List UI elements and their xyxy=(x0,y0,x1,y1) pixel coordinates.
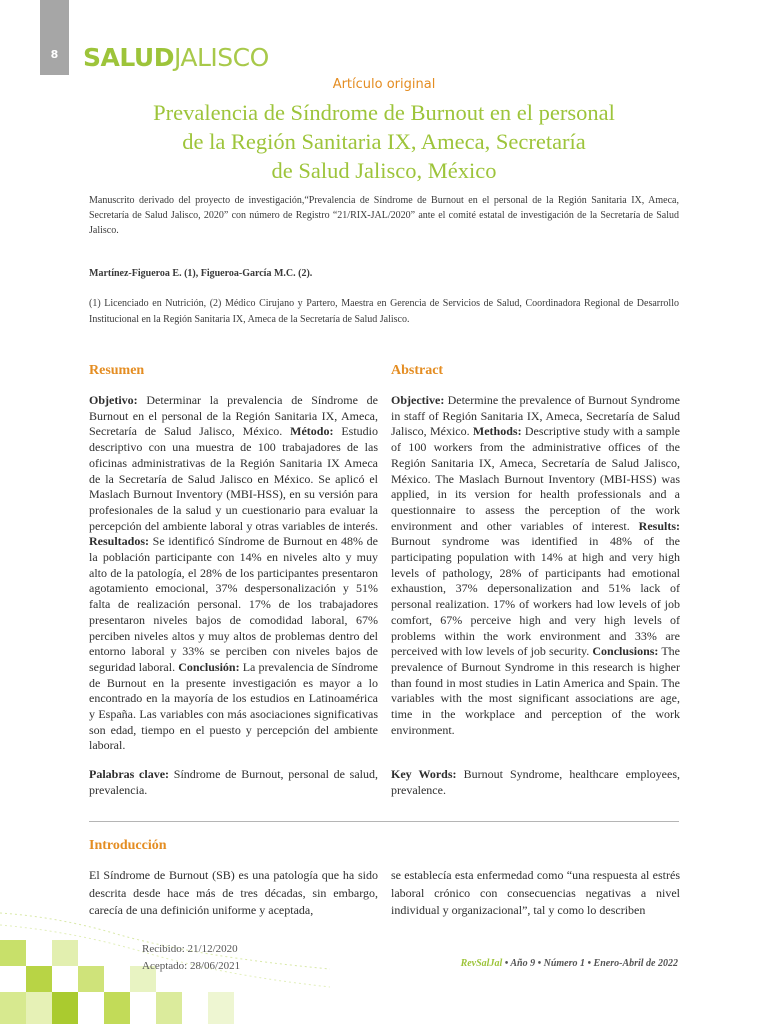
resumen-keywords xyxy=(89,767,378,798)
journal-footer xyxy=(461,958,678,969)
abstract-results: Burnout syndrome was identified in 48% of the participating population with 14% at high and very high levels of pathology, 28% of participants had emotional exhaustion, 37% depersonalization and 51% lack of personal realization. 17% of workers had low levels of job comfort, 67% perceive high and very high levels of problems within the work environment and 33% are perceived with low levels of job security. xyxy=(391,534,680,659)
logo-part-salud: SALUD xyxy=(83,43,174,72)
title-line: de la Región Sanitaria IX, Ameca, Secretaría xyxy=(182,129,586,154)
received-date: Recibido: 21/12/2020 xyxy=(142,943,238,955)
resumen-conclusion: La prevalencia de Síndrome de Burnout en la presente investigación es mayor a lo encontrado en la mayoría de los estudios en Latinoamérica y España. Las variables con más asociaciones significativas son edad, tiempo en el puesto y percepción del ambiente laboral. xyxy=(89,659,378,753)
accepted-date: Aceptado: 28/06/2021 xyxy=(142,960,241,972)
authors: Martínez-Figueroa E. (1), Figueroa-García M.C. (2). xyxy=(89,268,313,279)
affiliations: (1) Licenciado en Nutrición, (2) Médico Cirujano y Partero, Maestra en Gerencia de Servicios de Salud, Coordinadora Regional de Desarrollo Institucional en la Región Sanitaria IX, Ameca de la Secretaría de Salud Jalisco. xyxy=(89,298,679,325)
introduccion-right: se establecía esta enfermedad como “una respuesta al estrés laboral crónico con consecuencias negativas a nivel individual y organizacional”, tal y como lo describen xyxy=(391,868,680,917)
abstract-body xyxy=(391,393,680,738)
footer-period: Enero-Abril de 2022 xyxy=(593,958,678,969)
article-type: Artículo original xyxy=(332,77,436,92)
footer-sep: • xyxy=(502,958,511,969)
abstract-conclusions: The prevalence of Burnout Syndrome in this research is higher than found in most studies in Latin America and Spain. The variables with the most significant associations are age, time in the workplace and perception of the work environment. xyxy=(391,644,680,737)
introduccion-left: El Síndrome de Burnout (SB) es una patología que ha sido descrita desde hace más de tres décadas, sin embargo, carecía de una definición uniforme y aceptada, xyxy=(89,868,378,917)
abstract-heading: Abstract xyxy=(391,363,444,378)
label-metodo: Método: xyxy=(290,424,334,439)
key-words-text: Burnout Syndrome, healthcare employees, prevalence. xyxy=(391,767,681,797)
label-palabras-clave: Palabras clave: xyxy=(89,767,170,781)
resumen-heading: Resumen xyxy=(89,363,145,378)
resumen-metodo: Estudio descriptivo con una muestra de 100 trabajadores de las oficinas administrativas de la Región Sanitaria IX Ameca de la Secretaría de Salud Jalisco en México. Se aplicó el Maslach Burnout Inventory (MBI-HSS), en su versión para profesionales de la salud y un cuestionario para evaluar la percepción del ambiente laboral y otras variables de interés. xyxy=(89,424,378,533)
label-conclusion: Conclusión: xyxy=(178,659,240,674)
footer-year: Año 9 xyxy=(510,958,536,969)
footer-number: Número 1 xyxy=(543,958,586,969)
label-methods: Methods: xyxy=(472,424,522,439)
introduccion-heading: Introducción xyxy=(89,838,167,853)
title-line: Prevalencia de Síndrome de Burnout en el personal xyxy=(153,100,615,125)
abstract-keywords xyxy=(391,767,680,798)
label-results: Results: xyxy=(638,518,680,533)
resumen-objetivo: Determinar la prevalencia de Síndrome de Burnout en el personal de la Región Sanitaria IX, Ameca, Secretaría de Salud Jalisco, México. xyxy=(89,393,378,439)
footer-sep: • xyxy=(585,958,594,969)
footer-journal: RevSalJal xyxy=(460,958,503,969)
section-divider xyxy=(89,821,679,822)
journal-logo xyxy=(83,40,269,76)
footer-sep: • xyxy=(535,958,544,969)
resumen-resultados: Se identificó Síndrome de Burnout en 48% de la población participante con 14% en niveles alto y muy alto de la patología, el 28% de los participantes presentaron agotamiento emocional, 37% despersonalización y 51% falta de realización personal. 17% de los trabajadores presentaron niveles bajos de comodidad laboral, 67% perciben niveles altos y muy altos de problemas dentro del entorno laboral y 33% se perciben con niveles bajos de seguridad laboral. xyxy=(89,534,378,674)
article-title xyxy=(90,98,678,185)
palabras-clave-text: Síndrome de Burnout, personal de salud, prevalencia. xyxy=(89,767,378,797)
label-conclusions: Conclusions: xyxy=(592,644,659,659)
page-number: 8 xyxy=(50,48,59,61)
resumen-body xyxy=(89,393,378,754)
label-key-words: Key Words: xyxy=(391,767,457,781)
dates-block xyxy=(142,941,240,975)
title-line: de Salud Jalisco, México xyxy=(271,158,497,183)
page-number-bar xyxy=(40,0,69,75)
abstract-objective: Determine the prevalence of Burnout Syndrome in staff of Región Sanitaria IX, Ameca, Secretaría de Salud Jalisco, México. xyxy=(391,393,680,439)
label-resultados: Resultados: xyxy=(89,534,150,549)
label-objective: Objective: xyxy=(391,393,445,407)
label-objetivo: Objetivo: xyxy=(89,393,138,407)
logo-part-jalisco: JALISCO xyxy=(173,43,269,72)
abstract-methods: Descriptive study with a sample of 100 workers from the administrative offices of the Región Sanitaria IX, Ameca, Secretaría de Salud Jalisco, México. The Maslach Burnout Inventory (MBI-HSS) was applied, in its version for health professionals and a questionnaire to assess the perception of the work environment and other variables of interest. xyxy=(391,424,680,533)
manuscript-note: Manuscrito derivado del proyecto de investigación,“Prevalencia de Síndrome de Burnout en el personal de la Región Sanitaria IX, Ameca, Secretaría de Salud Jalisco, 2020” con número de Registro “21/RIX-JAL/2020” ante el comité estatal de investigación de la Secretaría de Salud Jalisco. xyxy=(89,195,679,236)
